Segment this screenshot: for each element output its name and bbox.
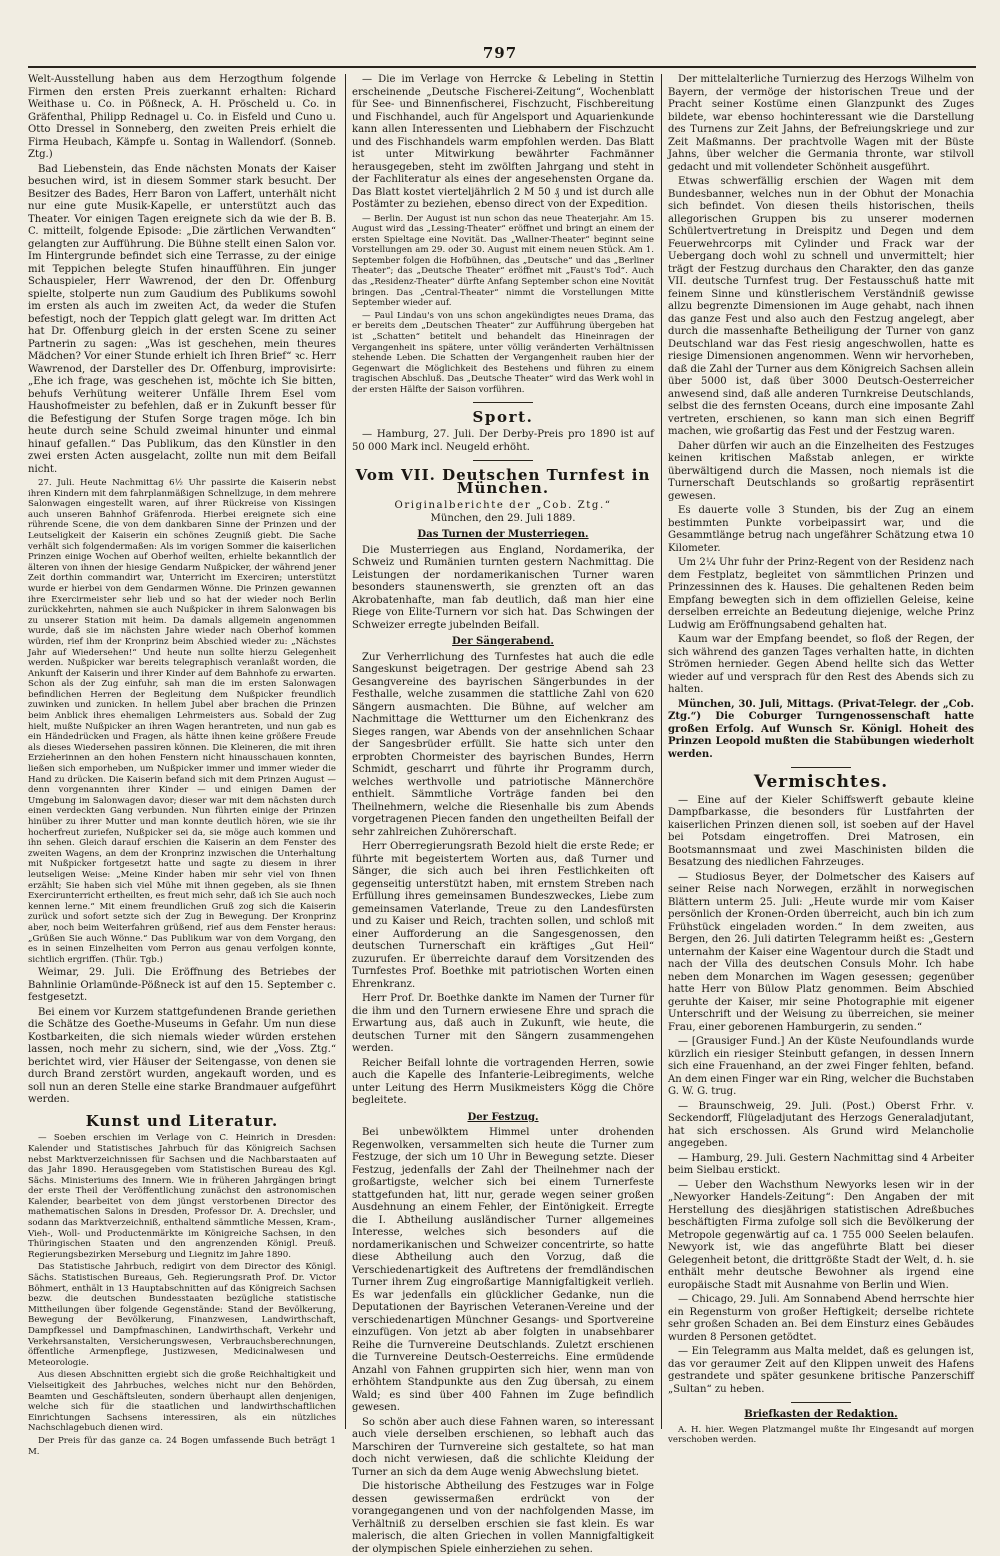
article-text: — Eine auf der Kieler Schiffswerft gebaute kleine Dampfbarkasse, die besonders für Lustfahrten der kaiserlichen Prinzen dienen soll, ist soeben auf der Havel bei Potsdam eingetroffen. Drei Matrosen, ein Bootsmannsmaat und zwei Maschinisten bilden die Besatzung des niedlichen Fahrzeuges. <box>668 794 974 868</box>
subheading: Der Sängerabend. <box>452 636 554 648</box>
article-text: Daher dürfen wir auch an die Einzelheiten des Festzuges keinen kritischen Maßstab anlegen, er wirkte überwältigend durch die Massen, noch niemals ist die Turnerschaft Deutschlands so großartig repräsentirt gewesen. <box>668 440 974 502</box>
section-heading: Kunst und Literatur. <box>85 1111 279 1130</box>
article-text: — Ein Telegramm aus Malta meldet, daß es gelungen ist, das vor geraumer Zeit auf den Klippen unweit des Hafens gestrandete und später gesunkene britische Panzerschiff „Sultan“ zu heben. <box>668 1346 974 1395</box>
article-text: — Chicago, 29. Juli. Am Sonnabend Abend herrschte hier ein Regensturm von großer Heftigkeit; derselbe richtete sehr großen Schaden an. Bei dem Einsturz eines Gebäudes wurden 8 Personen getödtet. <box>668 1294 974 1343</box>
divider <box>473 402 533 403</box>
article-text: Zur Verherrlichung des Turnfestes hat auch die edle Sangeskunst beigetragen. Der gestrige Abend sah 23 Gesangvereine des bayrischen Sängerbundes in der Festhalle, welche zusammen die stattliche Zahl von 620 Sängern ausmachten. Die Bühne, auf welcher am Nachmittage die Wettturner um den Eichenkranz des Sieges rangen, war Abends von der ansehnlichen Schaar der Sangesbrüder erfüllt. Sie hatte sich unter den erprobten Chormeister des bayrischen Bundes, Herrn Schmidt, gescharrt und führte ihr Programm durch, welches werthvolle und patriotische Männerchöre enthielt. Sämmtliche Vorträge fanden bei den Theilnehmern, welche die Riesenhalle bis zum Abends vorgetragenen Piecen fanden den ungetheilten Beifall der sehr zahlreichen Zuhörerschaft. <box>352 651 654 838</box>
column-2 <box>352 74 654 1555</box>
article-text: Die historische Abtheilung des Festzuges war in Folge dessen gewissermaßen erdrückt von der vorangegangenen und von der nachfolgenden Masse, im Verhältniß zu derselben erschien sie fast klein. Es war malerisch, die alten Griechen in vollen Mannigfaltigkeit der olympischen Spiele einherziehen zu sehen. <box>352 1481 654 1555</box>
article-text: Bei unbewölktem Himmel unter drohenden Regenwolken, versammelten sich heute die Turner zum Festzuge, der sich um 10 Uhr in Bewegung setzte. Dieser Festzug, jedenfalls der Zahl der Theilnehmer nach der großartigste, welcher sich bei einem Turnerfeste stattgefunden hat, litt nur, gerade wegen seiner großen Ausdehnung an einem Fehler, der Eintönigkeit. Erregte die I. Abtheilung ausländischer Turner allgemeines Interesse, welches sich besonders auf die nordamerikanischen und Schweizer concentrirte, so hatte diese Abtheilung auch den Vorzug, daß die Verschiedenartigkeit des Auftretens der fremdländischen Turner ihrem Zug eingroßartige Mannigfaltigkeit verlieh. Es war jedenfalls ein glücklicher Gedanke, nun die Deputationen der Bayrischen Veteranen-Vereine und der verschiedenartigen Münchner Gesangs- und Sportvereine einzufügen. Von jetzt ab aber folgten in unabsehbarer Reihe die Turnvereine Deutschlands. Zuletzt erschienen die Turnvereine Deutsch-Oesterreichs. Eine ermüdende Anzahl von Fahnen gruppirten sich hier, wenn man von erhöhtem Standpunkte aus den Zug übersah, zu einem Wald; es sind über 400 Fahnen im Zuge befindlich gewesen. <box>352 1127 654 1414</box>
divider <box>473 460 533 461</box>
article-text: — Ueber den Wachsthum Newyorks lesen wir in der „Newyorker Handels-Zeitung“: Den Angaben der mit Herstellung des diesjährigen statistischen Adreßbuches beschäftigten Firma zufolge soll sich die Bevölkerung der Metropole gegenwärtig auf ca. 1 755 000 Seelen belaufen. Newyork ist, wie das angeführte Blatt bei dieser Gelegenheit betont, die drittgrößte Stadt der Welt, d. h. sie enthält mehr deutsche Bewohner als irgend eine europäische Stadt mit Ausnahme von Berlin und Wien. <box>668 1179 974 1291</box>
subheading: Originalberichte der „Cob. Ztg.“ <box>394 500 612 512</box>
page-number: 797 <box>482 44 518 62</box>
article-text: Der Preis für das ganze ca. 24 Bogen umfassende Buch beträgt 1 M. <box>28 1435 336 1457</box>
section-heading: Vom VII. Deutschen Turnfest in München. <box>355 466 651 497</box>
article-text: Kaum war der Empfang beendet, so floß der Regen, der sich während des ganzen Tages verhalten hatte, in dichten Strömen hernieder. Gegen Abend hellte sich das Wetter wieder auf und versprach für den Rest des Abends sich zu halten. <box>668 634 974 695</box>
article-text: — Die im Verlage von Herrcke & Lebeling in Stettin erscheinende „Deutsche Fischerei-Zeitung“, Wochenblatt für See- und Binnenfischerei, Fischzucht, Fischbereitung und Fischhandel, auch für Angelsport und Aquarienkunde kann allen Interessenten und Liebhabern der Fischzucht und des Fischhandels warm empfohlen werden. Das Blatt ist unter Mitwirkung bewährter Fachmänner herausgegeben, steht im zwölften Jahrgang und steht in der Fachliteratur als eines der angesehensten Organe da. Das Blatt kostet vierteljährlich 2 M 50 ₰ und ist durch alle Postämter zu beziehen, ebenso direct von der Expedition. <box>352 74 654 210</box>
article-text: — Hamburg, 27. Juli. Der Derby-Preis pro 1890 ist auf 50 000 Mark incl. Neugeld erhöht. <box>352 429 654 453</box>
section-heading: Sport. <box>472 407 534 426</box>
article-text: Herr Oberregierungsrath Bezold hielt die erste Rede; er führte mit begeistertem Worten aus, daß Turner und Sänger, die sich auch bei ihren Festlichkeiten oft gegenseitig unterstützt haben, mit ernstem Streben nach Erfüllung ihres gemeinsamen Bundeszweckes, Liebe zum gemeinsamen Vaterlande, Treue zu den Landesfürsten und zu Kaiser und Reich, trachten sollen, und schloß mit einer Aufforderung an die Sangesgenossen, den deutschen Turnerschaft ein kräftiges „Gut Heil“ zuzurufen. Er überreichte darauf dem Vorsitzenden des Turnfestes Prof. Boethke mit patriotischen Worten einen Ehrenkranz. <box>352 841 654 990</box>
article-text: Die Musterriegen aus England, Nordamerika, der Schweiz und Rumänien turnten gestern Nachmittag. Die Leistungen der nordamerikanischen Turner waren besonders staunenswerth, sie grenzten oft an das Akrobatenhafte, man fab deutlich, daß man hier eine Riege von Elite-Turnern vor sich hat. Das Schwingen der Schweizer erregte jubelnden Beifall. <box>352 544 654 631</box>
divider <box>791 1402 851 1403</box>
article-text: Reicher Beifall lohnte die vortragenden Herren, sowie auch die Kapelle des Infanterie-Leibregiments, welche unter Leitung des Herrn Musikmeisters Kögg die Chöre begleitete. <box>352 1057 654 1107</box>
article-text: Aus diesen Abschnitten ergiebt sich die große Reichhaltigkeit und Vielseitigkeit des Jahrbuches, welches nicht nur den Behörden, Beamten und Geschäftsleuten, sondern überhaupt allen denjenigen, welche sich für die staatlichen und landwirthschaftlichen Einrichtungen Sachsens interessiren, als ein nützliches Nachschlagebuch dienen wird. <box>28 1370 336 1434</box>
article-text: — Soeben erschien im Verlage von C. Heinrich in Dresden: Kalender und Statistisches Jahrbuch für das Königreich Sachsen nebst Marktverzeichnissen für Sachsen und die Nachbarstaaten auf das Jahr 1890. Herausgegeben vom Statistischen Bureau des Kgl. Sächs. Ministeriums des Innern. Wie in früheren Jahrgängen bringt der erste Theil der Veröffentlichung zunächst den astronomischen Kalender, bearbeitet von dem jüngst verstorbenen Director des mathematischen Salons in Dresden, Professor Dr. A. Drechsler, und sodann das Marktverzeichniß, enthaltend sämmtliche Messen, Kram-, Vieh-, Woll- und Productenmärkte im Königreiche Sachsen, in den Thüringischen Staaten und den angrenzenden Königl. Preuß. Regierungsbezirken Merseburg und Liegnitz im Jahre 1890. <box>28 1133 336 1260</box>
article-text: Bei einem vor Kurzem stattgefundenen Brande geriethen die Schätze des Goethe-Museums in Gefahr. Um nun diese Kostbarkeiten, die sich niemals wieder würden erstehen lassen, noch mehr zu sichern, sind, wie der „Voss. Ztg.“ berichtet wird, vier Häuser der Seitengasse, von denen sie durch Brand zerstört wurden, angekauft worden, und es soll nun an deren Stelle eine starke Brandmauer aufgeführt werden. <box>28 1006 336 1106</box>
article-text: Herr Prof. Dr. Boethke dankte im Namen der Turner für die ihm und den Turnern erwiesene Ehre und sprach die Erwartung aus, daß auch in Zukunft, wie heute, die deutschen Turner mit den Sängern zusammengehen werden. <box>352 993 654 1055</box>
telegram-text: München, 30. Juli, Mittags. (Privat-Telegr. der „Cob. Ztg.“) Die Coburger Turngenossenschaft hatte großen Erfolg. Auf Wunsch Sr. Königl. Hoheit des Prinzen Leopold mußten die Stabübungen wiederholt werden. <box>668 698 974 760</box>
article-text: — Studiosus Beyer, der Dolmetscher des Kaisers auf seiner Reise nach Norwegen, erzählt in norwegischen Blättern unterm 25. Juli: „Heute wurde mir vom Kaiser persönlich der Kronen-Orden überreicht, auch bin ich zum Frühstück eingeladen worden.“ In dem zweiten, aus Bergen, den 26. Juli datirten Telegramm heißt es: „Gestern unternahm der Kaiser eine Wagentour durch die Stadt und nach der Villa des deutschen Consuls Mohr. Ich habe neben dem Monarchen im Wagen gesessen; gegenüber hatte Herr von Bülow Platz genommen. Beim Abschied geruhte der Kaiser, mir seine Photographie mit eigener Unterschrift und der Weisung zu überreichen, sie meiner Frau, einer geborenen Hamburgerin, zu senden.“ <box>668 871 974 1033</box>
article-text: — Berlin. Der August ist nun schon das neue Theaterjahr. Am 15. August wird das „Lessing-Theater“ eröffnet und bringt an einem der ersten Spieltage eine Novität. Das „Wallner-Theater“ beginnt seine Vorstellungen am 29. oder 30. August mit einem neuen Stück. Am 1. September folgen die Hofbühnen, das „Deutsche“ und das „Berliner Theater“; das „Deutsche Theater“ eröffnet mit „Faust's Tod“. Auch das „Residenz-Theater“ dürfte Anfang September schon eine Novität bringen. Das „Central-Theater“ nimmt die Vorstellungen Mitte September wieder auf. <box>352 213 654 309</box>
article-text: Weimar, 29. Juli. Die Eröffnung des Betriebes der Bahnlinie Orlamünde-Pößneck ist auf den 15. September c. festgesetzt. <box>28 967 336 1004</box>
subheading: Der Festzug. <box>467 1111 539 1123</box>
article-text: — [Grausiger Fund.] An der Küste Neufoundlands wurde kürzlich ein riesiger Steinbutt gefangen, in dessen Innern sich eine Frauenhand, an der zwei Finger fehlten, befand. An dem einen Finger war ein Ring, welcher die Buchstaben G. W. G. trug. <box>668 1036 974 1097</box>
article-text: Etwas schwerfällig erschien der Wagen mit dem Bundesbanner, welches nun in der Obhut der Monachia sich befindet. Von diesen theils historischen, theils allegorischen Gruppen bis zu unserer modernen Schülertvertretung in Dreispitz und Degen und dem Feuerwehrcorps mit Cylinder und Frack war der Uebergang doch wohl zu schnell und unvermittelt; hier trägt der Festzug durchaus den Charakter, den das ganze VII. deutsche Turnfest trug. Der Festausschuß hatte mit feinem Sinne und künstlerischem Verständniß gewisse allzu begrenzte Dimensionen im Auge gehabt, nach ihnen das ganze Fest und also auch den Festzug angelegt, aber durch die massenhafte Betheiligung der Turner von ganz Deutschland war das Fest riesig angeschwollen, hatte es riesige Dimensionen angenommen. Wenn wir hervorheben, daß die Zahl der Turner aus dem Königreich Sachsen allein über 5000 ist, daß über 3000 Deutsch-Oesterreicher anwesend sind, daß alle anderen Turnkreise Deutschlands, selbst die des fernsten Oceans, durch eine imposante Zahl vertreten, erschienen, so kann man sich einen Begriff machen, wie großartig das Fest und der Festzug waren. <box>668 176 974 437</box>
article-text: — Hamburg, 29. Juli. Gestern Nachmittag sind 4 Arbeiter beim Sielbau erstickt. <box>668 1152 974 1176</box>
article-text: Der mittelalterliche Turnierzug des Herzogs Wilhelm von Bayern, der vermöge der historischen Treue und der Pracht seiner Kostüme einen Glanzpunkt des Zuges bildete, war ebenso hochinteressant wie die Darstellung des Turnens zur Zeit Jahns, der Befreiungskriege und zur Zeit Maßmanns. Der prachtvolle Wagen mit der Büste Jahns, über welcher die Germania thronte, war stilvoll gedacht und mit vollendeter Schönheit ausgeführt. <box>668 74 974 173</box>
article-text: So schön aber auch diese Fahnen waren, so interessant auch viele derselben erschienen, so lebhaft auch das Marschiren der Turnvereine sich gestaltete, so hat man doch nicht verwiesen, daß die schlichte Kleidung der Turner an sich da dem Auge wenig Abwechslung bietet. <box>352 1416 654 1478</box>
column-divider <box>661 74 662 1429</box>
column-1 <box>28 74 336 1457</box>
article-text: Das Statistische Jahrbuch, redigirt von dem Director des Königl. Sächs. Statistischen Bureaus, Geh. Regierungsrath Prof. Dr. Victor Böhmert, enthält in 13 Hauptabschnitten auf das Königreich Sachsen bezw. die deutschen Bundesstaaten bezügliche statistische Mittheilungen über folgende Gegenstände: Stand der Bevölkerung, Bewegung der Bevölkerung, Finanzwesen, Landwirthschaft, Dampfkessel und Dampfmaschinen, Landwirthschaft, Verkehr und Verkehrsanstalten, Versicherungswesen, Verbrauchsberechnungen, öffentliche Armenpflege, Justizwesen, Medicinalwesen und Meteorologie. <box>28 1262 336 1368</box>
article-text: Bad Liebenstein, das Ende nächsten Monats der Kaiser besuchen wird, ist in diesem Sommer stark besucht. Der Besitzer des Bades, Herr Baron von Laffert, unterhält nicht nur eine gute Musik-Kapelle, er unterstützt auch das Theater. Vor einigen Tagen ereignete sich da wie der B. B. C. mitteilt, folgende Episode: „Die zärtlichen Verwandten“ gelangten zur Aufführung. Die Bühne stellt einen Salon vor. Im Hintergrunde befindet sich eine Terrasse, zu der einige mit Teppichen belegte Stufen hinaufführen. Ein junger Schauspieler, Herr Wawrenod, der den Dr. Offenburg spielte, stolperte nun zum Gaudium des Publikums sowohl im ersten als auch im zweiten Act, da weder die Stufen befestigt, noch der Teppich glatt gelegt war. Im dritten Act hat Dr. Offenburg gleich in der ersten Scene zu seiner Partnerin zu sagen: „Was ist geschehen, mein theures Mädchen? Vor einer Stunde erhielt ich Ihren Brief“ ꝛc. Herr Wawrenod, der Darsteller des Dr. Offenburg, improvisirte: „Ehe ich frage, was geschehen ist, möchte ich Sie bitten, behufs Verhütung weiterer Unfälle Ihrem Esel vom Haushofmeister zu befehlen, daß er in Zukunft besser für die Befestigung der Stufen Sorge tragen möge. Ich bin heute durch seine Schuld zweimal hinunter und einmal hinauf gefallen.“ Das Publikum, das den Künstler in den zwei ersten Acten ausgelacht, zollte nun mit dem Beifall nicht. <box>28 163 336 475</box>
subheading: Briefkasten der Redaktion. <box>744 1409 898 1420</box>
column-divider <box>345 74 346 1429</box>
dateline: München, den 29. Juli 1889. <box>430 512 576 524</box>
subheading: Das Turnen der Musterriegen. <box>417 529 589 541</box>
column-3 <box>668 74 974 1446</box>
article-text: — Braunschweig, 29. Juli. (Post.) Oberst Frhr. v. Seckendorff, Flügeladjutant des Herzogs Generaladjutant, hat sich erschossen. Als Grund wird Melancholie angegeben. <box>668 1100 974 1149</box>
section-heading: Vermischtes. <box>753 772 889 792</box>
article-text: Es dauerte volle 3 Stunden, bis der Zug an einem bestimmten Punkte vorbeipassirt war, und die Gesammtlänge betrug nach ungefährer Schätzung etwa 10 Kilometer. <box>668 505 974 554</box>
divider <box>791 767 851 768</box>
header-rule <box>28 66 976 68</box>
article-text: Welt-Ausstellung haben aus dem Herzogthum folgende Firmen den ersten Preis zuerkannt erhalten: Richard Weithase u. Co. in Pößneck, A. H. Pröscheld u. Co. in Gräfenthal, Philipp Rednagel u. Co. in Eisfeld und Cuno u. Otto Dressel in Sonneberg, den zweiten Preis erhielt die Firma Heubach, Kämpfe u. Sontag in Wallendorf. (Sonneb. Ztg.) <box>28 74 336 160</box>
article-text: — Paul Lindau's von uns schon angekündigtes neues Drama, das er bereits dem „Deutschen Theater“ zur Aufführung übergeben hat ist „Schatten“ betitelt und behandelt das Hineinragen der Vergangenheit ins spätere, unter völlig veränderten Verhältnissen stehende Leben. Die Schatten der Vergangenheit rauben hier der Gegenwart die Möglichkeit des Bestehens und führen zu einem tragischen Abschluß. Das „Deutsche Theater“ wird das Werk wohl in der ersten Hälfte der Saison vorführen. <box>352 310 654 395</box>
article-text: A. H. hier. Wegen Platzmangel mußte Ihr Eingesandt auf morgen verschoben werden. <box>668 1424 974 1446</box>
article-text: Um 2¼ Uhr fuhr der Prinz-Regent von der Residenz nach dem Festplatz, begleitet von sämmtlichen Prinzen und Prinzessinnen des k. Hauses. Die gehaltenen Reden beim Empfang bewegten sich in dem offiziellen Geleise, keine derselben erreichte an Bedeutung diejenige, welche Prinz Ludwig am Eröffnungsabend gehalten hat. <box>668 557 974 631</box>
article-text: 27. Juli. Heute Nachmittag 6½ Uhr passirte die Kaiserin nebst ihren Kindern mit dem fahrplanmäßigen Schnellzuge, in dem mehrere Salonwagen eingestellt waren, auf ihrer Rückreise von Kissingen auch unseren Bahnhof Gräfenroda. Hierbei ereignete sich eine rührende Scene, die von dem dankbaren Sinne der Prinzen und der Leutseligkeit der Kaiserin ein schönes Zeugniß giebt. Die Sache verhält sich folgendermaßen: Als im vorigen Sommer die kaiserlichen Prinzen einige Wochen auf Oberhof weilten, erhielte bekanntlich der älteren von ihnen der hiesige Gendarm Nußpicker, der während jener Zeit dorthin commandirt war, Unterricht im Exerciren; unterstützt wurde er hierbei von dem Gendarmen Wönne. Die Prinzen gewannen ihre Exercirmeister sehr lieb und so hat der wieder noch Berlin zurückkehrten, nahmen sie auch Nußpicker in ihrem Salonwagen bis zu unserer Station mit heim. Da damals allgemein angenommen wurde, daß sie im nächsten Jahre wieder nach Oberhof kommen würden, rief ihm der Kronprinz beim Abschied wieder zu: „Nächstes Jahr auf Wiedersehen!“ Und heute nun sollte hierzu Gelegenheit werden. Nußpicker war bereits telegraphisch veranlaßt worden, die Ankunft der Kaiserin und ihrer Kinder auf dem Bahnhofe zu erwarten. Schon als der Zug einfuhr, sah man die im ersten Salonwagen befindlichen Herren der Begleitung dem Nußpicker freundlich zuwinken und zunicken. In hellem Jubel aber brachen die Prinzen beim Anblick ihres ehemaligen Lehrmeisters aus. Sobald der Zug hielt, mußte Nußpicker an ihren Wagen herantreten, und nun gab es ein Händedrücken und Fragen, als hätte ihnen keine größere Freude als dieses Wiedersehen passiren können. Die Kleineren, die mit ihren Erzieherinnen an den hohen Fenstern nicht hinausschauen konnten, ließen sich emporheben, um Nußpicker immer und immer wieder die Hand zu drücken. Die Kaiserin befand sich mit dem Prinzen August — denn vorgenannten ihrer Kinder — und einigen Damen der Umgebung im Salonwagen davor; dieser war mit dem nächsten durch einen verdeckten Gang verbunden. Nun führten einige der Prinzen hinüber zu ihrer Mutter und man konnte deutlich hören, wie sie ihr hocherfreut zuriefen, Nußpicker sei da, sie möge auch kommen und ihn sehen. Gleich darauf erschien die Kaiserin an dem Fenster des zweiten Wagens, an dem der Kronprinz inzwischen die Unterhaltung mit Nußpicker fortgesetzt hatte und sagte zu diesem in ihrer leutseligen Weise: „Meine Kinder haben mir sehr viel von Ihnen erzählt; Sie haben sich viel Mühe mit ihnen gegeben, als sie Ihnen Exercirunterricht ertheilten, es freut mich sehr, daß ich Sie auch noch kennen lerne.“ Mit einem freundlichen Gruß zog sich die Kaiserin zurück und sofort setzte sich der Zug in Bewegung. Der Kronprinz aber, noch beim Weiterfahren grüßend, rief aus dem Fenster heraus: „Grüßen Sie auch Wönne.“ Das Publikum war von dem Vorgang, den es in seinen Einzelheiten vom Perron aus genau verfolgen konnte, sichtlich ergriffen. (Thür. Tgb.) <box>28 478 336 965</box>
